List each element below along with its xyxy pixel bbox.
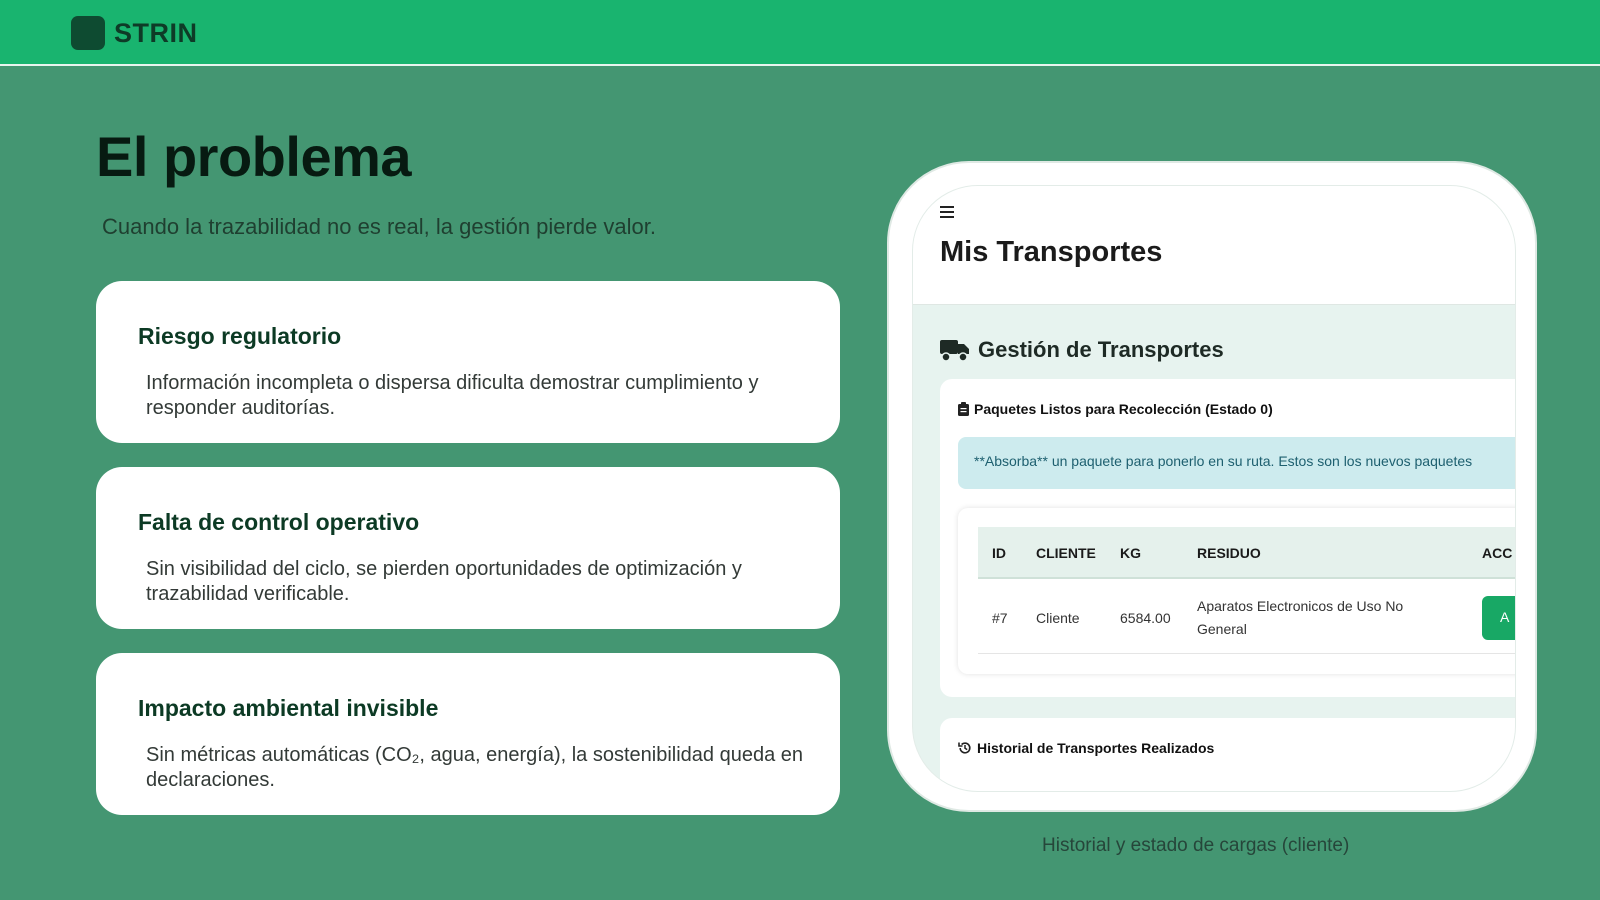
absorb-button[interactable] (1482, 596, 1516, 640)
problem-card-operational (96, 467, 840, 629)
phone-mockup (887, 161, 1537, 812)
history-panel (940, 718, 1516, 792)
column-header-id: ID (992, 545, 1006, 561)
table-row (978, 581, 1516, 654)
app-screen (912, 185, 1516, 792)
column-header-cliente: CLIENTE (1036, 545, 1096, 561)
cell-cliente: Cliente (1036, 610, 1080, 626)
cell-kg: 6584.00 (1120, 610, 1171, 626)
card-title: Riesgo regulatorio (138, 323, 342, 349)
mockup-caption: Historial y estado de cargas (cliente) (1042, 835, 1350, 856)
cell-id: #7 (992, 610, 1008, 626)
top-bar (0, 0, 1600, 66)
problem-card-environmental (96, 653, 840, 815)
cell-residuo-line2: General (1197, 621, 1247, 637)
menu-icon[interactable] (940, 206, 954, 221)
cell-residuo-line1: Aparatos Electronicos de Uso No (1197, 598, 1404, 614)
info-alert: **Absorba** un paquete para ponerlo en su ruta. Estos son los nuevos paquetes (958, 437, 1516, 489)
section-title-text: Gestión de Transportes (978, 337, 1224, 362)
card-title: Falta de control operativo (138, 509, 420, 535)
packages-table (958, 508, 1516, 674)
app-header (913, 186, 1516, 305)
table-header (978, 527, 1516, 579)
card-text: Sin visibilidad del ciclo, se pierden oportunidades de optimización y trazabilidad verificable. (146, 558, 742, 605)
page-subtitle: Cuando la trazabilidad no es real, la gestión pierde valor. (102, 214, 657, 239)
problem-card-regulatory (96, 281, 840, 443)
ready-packages-panel (940, 379, 1516, 697)
truck-icon (940, 338, 970, 362)
brand-name: STRIN (114, 18, 198, 48)
section-title (940, 337, 1224, 363)
column-header-actions: ACC (1482, 545, 1513, 561)
history-title-text: Historial de Transportes Realizados (977, 740, 1215, 756)
panel-title (958, 401, 1273, 417)
column-header-residuo: RESIDUO (1197, 545, 1261, 561)
column-header-kg: KG (1120, 545, 1141, 561)
card-text: Sin métricas automáticas (CO₂, agua, energía), la sostenibilidad queda en declaraciones. (146, 744, 804, 791)
page-title: El problema (96, 125, 412, 188)
clipboard-icon (958, 402, 969, 416)
absorb-button-label: A (1500, 609, 1510, 625)
app-title: Mis Transportes (940, 236, 1163, 268)
panel-title-text: Paquetes Listos para Recolección (Estado 0) (974, 401, 1273, 417)
logo-icon (71, 16, 105, 50)
history-icon (958, 741, 972, 755)
card-title: Impacto ambiental invisible (138, 695, 439, 721)
card-text: Información incompleta o dispersa dificulta demostrar cumplimiento y responder auditorías. (146, 372, 759, 419)
history-title (958, 740, 1214, 756)
